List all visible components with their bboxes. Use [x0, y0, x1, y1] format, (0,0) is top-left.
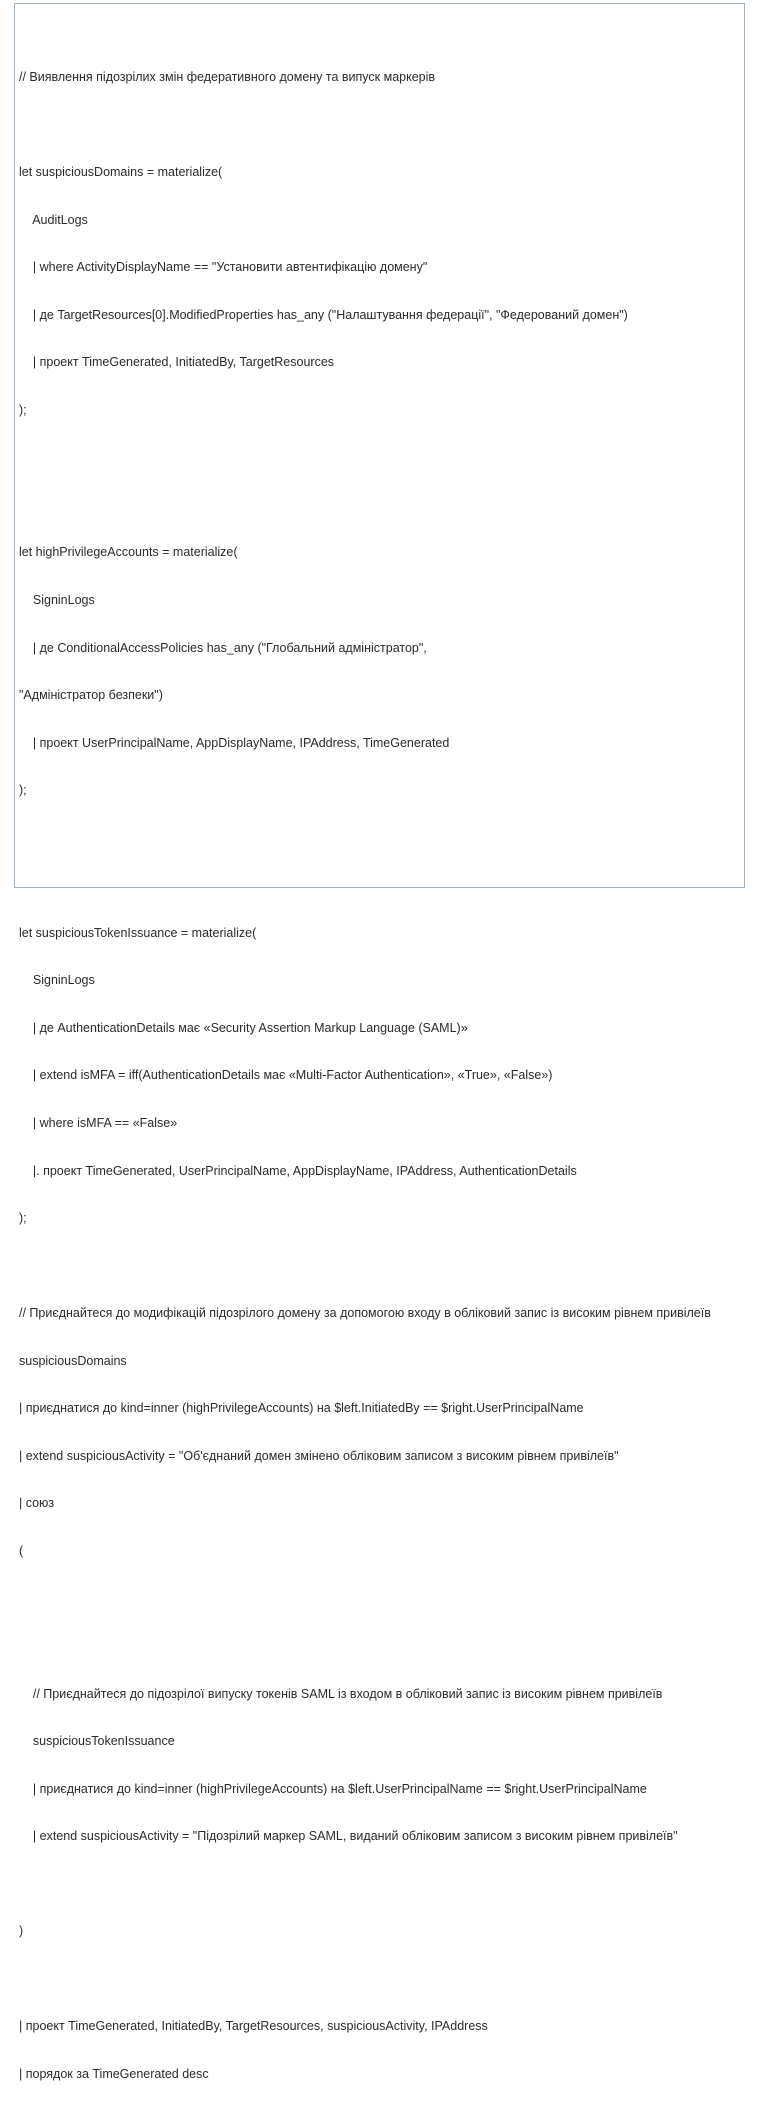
code-line: | де TargetResources[0].ModifiedProperties has_any ("Налаштування федерації", "Федерований домен") — [19, 307, 628, 322]
code-line: | приєднатися до kind=inner (highPrivilegeAccounts) на $left.InitiatedBy == $right.UserPrincipalName — [19, 1401, 584, 1416]
code-line: |. проект TimeGenerated, UserPrincipalName, AppDisplayName, IPAddress, AuthenticationDetails — [19, 1163, 577, 1178]
code-line: ); — [19, 783, 27, 798]
code-line: SigninLogs — [19, 973, 95, 988]
code-line — [19, 1875, 740, 1895]
code-line: ) — [19, 1924, 24, 1939]
code-line: // Приєднайтеся до підозрілої випуску токенів SAML із входом в обліковий запис із високим рівнем привілеїв — [19, 1686, 663, 1701]
code-line: ); — [19, 1211, 27, 1226]
code-line: | порядок за TimeGenerated desc — [19, 2066, 209, 2081]
code-line: AuditLogs — [19, 212, 88, 227]
code-line — [19, 1637, 740, 1657]
code-line: | where ActivityDisplayName == "Установити автентифікацію домену" — [19, 260, 428, 275]
code-line: | проект TimeGenerated, InitiatedBy, TargetResources, suspiciousActivity, IPAddress — [19, 2019, 488, 2034]
code-line: | приєднатися до kind=inner (highPrivilegeAccounts) на $left.UserPrincipalName == $right.UserPrincipalName — [19, 1781, 647, 1796]
code-line: "Адміністратор безпеки") — [19, 688, 163, 703]
code-line: | extend isMFA = iff(AuthenticationDetails має «Multi-Factor Authentication», «True», «False») — [19, 1068, 553, 1083]
code-line: | where isMFA == «False» — [19, 1116, 178, 1131]
code-body — [19, 40, 740, 2113]
code-line — [19, 116, 740, 136]
code-line: suspiciousDomains — [19, 1353, 127, 1368]
code-line: // Виявлення підозрілих змін федеративного домену та випуск маркерів — [19, 70, 436, 84]
code-line — [19, 496, 740, 516]
code-line — [19, 1590, 740, 1610]
code-line: suspiciousTokenIssuance — [19, 1734, 175, 1749]
code-line: | союз — [19, 1496, 55, 1511]
code-line: | де ConditionalAccessPolicies has_any ("Глобальний адміністратор", — [19, 640, 427, 655]
code-line: ); — [19, 402, 27, 417]
code-line: | проект UserPrincipalName, AppDisplayName, IPAddress, TimeGenerated — [19, 735, 450, 750]
code-line: // Приєднайтеся до модифікацій підозрілого домену за допомогою входу в обліковий запис із високим рівнем привілеїв — [19, 1306, 711, 1321]
code-block — [14, 3, 745, 2081]
code-line: | проект TimeGenerated, InitiatedBy, TargetResources — [19, 355, 335, 370]
code-line: let suspiciousDomains = materialize( — [19, 165, 223, 180]
code-line — [19, 876, 740, 896]
code-line: | extend suspiciousActivity = "Підозрілий маркер SAML, виданий обліковим записом з високим рівнем привілеїв" — [19, 1829, 678, 1844]
code-line: let highPrivilegeAccounts = materialize( — [19, 545, 238, 560]
code-line — [19, 1970, 740, 1990]
code-line: | extend suspiciousActivity = "Об'єднаний домен змінено обліковим записом з високим рівнем привілеїв" — [19, 1448, 619, 1463]
code-line — [19, 1257, 740, 1277]
code-line: SigninLogs — [19, 593, 95, 608]
code-line: | де AuthenticationDetails має «Security Assertion Markup Language (SAML)» — [19, 1020, 468, 1035]
code-line: ( — [19, 1543, 24, 1558]
code-line — [19, 448, 740, 468]
code-line — [19, 829, 740, 849]
code-line: let suspiciousTokenIssuance = materialize( — [19, 925, 257, 940]
